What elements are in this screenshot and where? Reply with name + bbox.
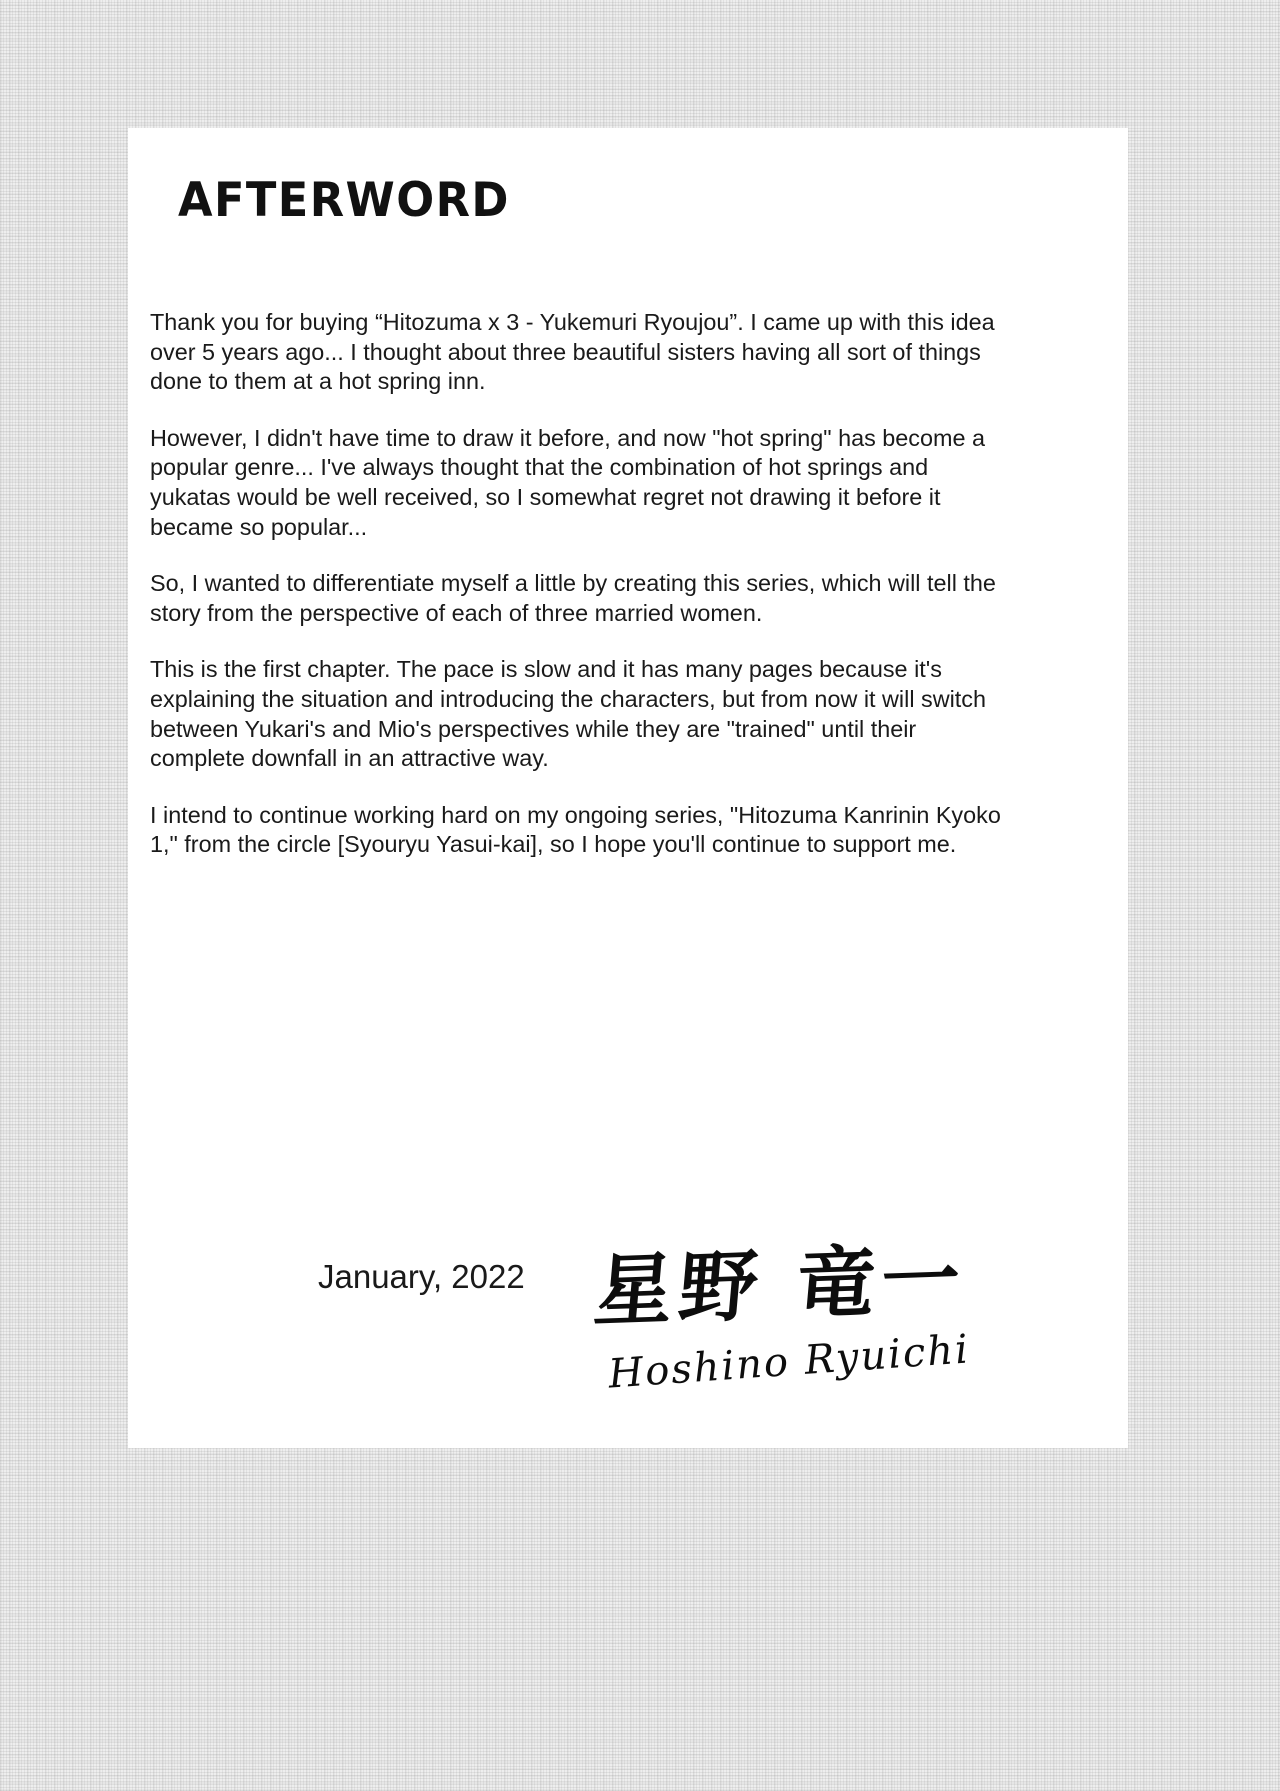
signature-romaji: Hoshino Ryuichi (606, 1326, 972, 1398)
afterword-page (128, 128, 1128, 1448)
paragraph: So, I wanted to differentiate myself a little by creating this series, which will tell the story from the perspective of each of three married women. (150, 570, 996, 626)
afterword-body (150, 308, 1015, 887)
page-title: AFTERWORD (178, 173, 510, 228)
signature (590, 1223, 1016, 1423)
date-text: January, 2022 (318, 1258, 525, 1295)
paragraph: However, I didn't have time to draw it before, and now "hot spring" has become a popular genre... I've always thought that the combination of hot springs and yukatas would be well received, so I somewhat regret not drawing it before it became so popular... (150, 424, 986, 540)
signature-kanji: 星野 竜一 (590, 1234, 970, 1338)
paragraph: I intend to continue working hard on my ongoing series, "Hitozuma Kanrinin Kyoko 1," from the circle [Syouryu Yasui-kai], so I hope you'll continue to support me. (150, 801, 1001, 858)
paragraph: This is the first chapter. The pace is slow and it has many pages because it's explaining the situation and introducing the characters, but from now it will switch between Yukari's and Mio's perspectives while they are "trained" until their complete downfall in an attractive way. (150, 656, 986, 772)
paragraph: Thank you for buying “Hitozuma x 3 - Yukemuri Ryoujou”. I came up with this idea over 5 years ago... I thought about three beautiful sisters having all sort of things done to them at a hot spring inn. (150, 309, 995, 395)
